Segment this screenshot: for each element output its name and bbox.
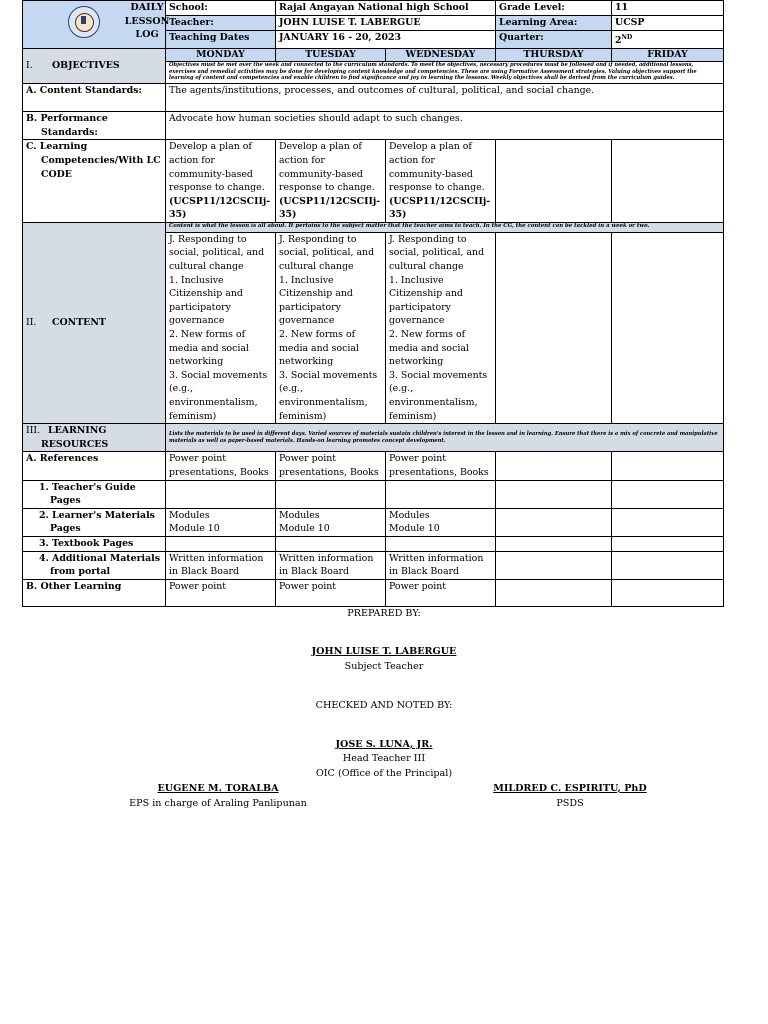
content-standards-label: A. Content Standards: bbox=[23, 84, 166, 112]
checked-by-office: OIC (Office of the Principal) bbox=[315, 768, 453, 779]
references-tuesday: Power point presentations, Books bbox=[276, 452, 386, 480]
learners-materials-wednesday: Modules Module 10 bbox=[386, 508, 496, 536]
prepared-by-name: JOHN LUISE T. LABERGUE bbox=[311, 646, 457, 657]
day-tuesday: TUESDAY bbox=[276, 49, 386, 62]
teacher-value: JOHN LUISE T. LABERGUE bbox=[276, 16, 496, 31]
learning-area-value: UCSP bbox=[612, 16, 724, 31]
textbook-monday bbox=[166, 536, 276, 551]
other-resources-label: B. Other Learning bbox=[23, 579, 166, 606]
references-wednesday: Power point presentations, Books bbox=[386, 452, 496, 480]
competencies-label: C. Learning Competencies/With LC CODE bbox=[23, 140, 166, 223]
psds-title: PSDS bbox=[556, 798, 584, 809]
additional-wednesday: Written information in Black Board bbox=[386, 551, 496, 579]
checked-by-title: Head Teacher III bbox=[342, 753, 426, 764]
content-note: Content is what the lesson is all about. It pertains to the subject matter that the teacher aims to teach. In the CG, the content can be tackled in a week or two. bbox=[166, 222, 724, 232]
content-wednesday: J. Responding to social, political, and cultural change 1. Inclusive Citizenship and participatory governance 2. New forms of media and social networking 3. Social movements (e.g., environmentalism, feminism) bbox=[386, 232, 496, 423]
teaching-dates-value: JANUARY 16 - 20, 2023 bbox=[276, 31, 496, 49]
textbook-wednesday bbox=[386, 536, 496, 551]
performance-standards-label: B. Performance Standards: bbox=[23, 112, 166, 140]
day-monday: MONDAY bbox=[166, 49, 276, 62]
objectives-heading: I. OBJECTIVES bbox=[23, 49, 166, 84]
content-friday bbox=[612, 232, 724, 423]
learners-materials-tuesday: Modules Module 10 bbox=[276, 508, 386, 536]
additional-materials-label: 4. Additional Materials from portal bbox=[23, 551, 166, 579]
other-wednesday: Power point bbox=[386, 579, 496, 606]
prepared-by-title: Subject Teacher bbox=[344, 661, 424, 672]
additional-monday: Written information in Black Board bbox=[166, 551, 276, 579]
learning-area-label: Learning Area: bbox=[496, 16, 612, 31]
competency-wednesday: Develop a plan of action for community-based response to change. (UCSP11/12CSCIIj-35) bbox=[386, 140, 496, 223]
performance-standards-value: Advocate how human societies should adapt to such changes. bbox=[166, 112, 724, 140]
additional-friday bbox=[612, 551, 724, 579]
deped-seal-icon bbox=[68, 6, 100, 38]
content-thursday bbox=[496, 232, 612, 423]
day-thursday: THURSDAY bbox=[496, 49, 612, 62]
teachers-guide-label: 1. Teacher's Guide Pages bbox=[23, 480, 166, 508]
content-heading: II. CONTENT bbox=[23, 222, 166, 423]
additional-thursday bbox=[496, 551, 612, 579]
school-value: Rajal Angayan National high School bbox=[276, 1, 496, 16]
eps-title: EPS in charge of Araling Panlipunan bbox=[129, 798, 307, 809]
learners-materials-monday: Modules Module 10 bbox=[166, 508, 276, 536]
content-tuesday: J. Responding to social, political, and cultural change 1. Inclusive Citizenship and participatory governance 2. New forms of media and social networking 3. Social movements (e.g., environmentalism, feminism) bbox=[276, 232, 386, 423]
school-label: School: bbox=[166, 1, 276, 16]
resources-note: Lists the materials to be used in different days. Varied sources of materials sustain children's interest in the lesson and in learning. Ensure that there is a mix of concrete and manipulative materials as well as paper-based materials. Hands-on learning promotes concept development. bbox=[166, 424, 724, 452]
references-label: A. References bbox=[23, 452, 166, 480]
content-standards-value: The agents/institutions, processes, and outcomes of cultural, political, and social change. bbox=[166, 84, 724, 112]
checked-by-name: JOSE S. LUNA, JR. bbox=[335, 739, 433, 750]
grade-level-label: Grade Level: bbox=[496, 1, 612, 16]
textbook-tuesday bbox=[276, 536, 386, 551]
quarter-label: Quarter: bbox=[496, 31, 612, 49]
additional-tuesday: Written information in Black Board bbox=[276, 551, 386, 579]
teaching-dates-label: Teaching Dates bbox=[166, 31, 276, 49]
textbook-friday bbox=[612, 536, 724, 551]
checked-noted-label: CHECKED AND NOTED BY: bbox=[315, 700, 453, 711]
objectives-note: Objectives must be met over the week and connected to the curriculum standards. To meet the objectives, necessary procedures must be followed and if needed, additional lessons, exercises and remedial activities may be done for developing content knowledge and competencies. These are using Formative Assessment strategies. Valuing objectives support the learning of content and competencies and enable children to find significance and joy in learning the lessons. Weekly objectives shall be derived from the curriculum guides. bbox=[166, 62, 724, 84]
references-friday bbox=[612, 452, 724, 480]
other-thursday bbox=[496, 579, 612, 606]
competency-thursday bbox=[496, 140, 612, 223]
grade-level-value: 11 bbox=[612, 1, 724, 16]
references-thursday bbox=[496, 452, 612, 480]
learning-resources-heading: III. LEARNING RESOURCES bbox=[23, 424, 166, 452]
learners-materials-thursday bbox=[496, 508, 612, 536]
competency-monday: Develop a plan of action for community-based response to change. (UCSP11/12CSCIIj-35) bbox=[166, 140, 276, 223]
daily-lesson-log-table bbox=[22, 0, 724, 607]
teacher-label: Teacher: bbox=[166, 16, 276, 31]
learners-materials-friday bbox=[612, 508, 724, 536]
content-monday: J. Responding to social, political, and cultural change 1. Inclusive Citizenship and participatory governance 2. New forms of media and social networking 3. Social movements (e.g., environmentalism, feminism) bbox=[166, 232, 276, 423]
teachers-guide-wednesday bbox=[386, 480, 496, 508]
quarter-value: 2ND bbox=[612, 31, 724, 49]
competency-tuesday: Develop a plan of action for community-based response to change. (UCSP11/12CSCIIj-35) bbox=[276, 140, 386, 223]
dll-title: DAILY LESSON LOG bbox=[124, 2, 170, 40]
other-friday bbox=[612, 579, 724, 606]
teachers-guide-friday bbox=[612, 480, 724, 508]
prepared-by-label: PREPARED BY: bbox=[347, 608, 421, 619]
day-wednesday: WEDNESDAY bbox=[386, 49, 496, 62]
textbook-thursday bbox=[496, 536, 612, 551]
other-monday: Power point bbox=[166, 579, 276, 606]
day-friday: FRIDAY bbox=[612, 49, 724, 62]
teachers-guide-monday bbox=[166, 480, 276, 508]
competency-friday bbox=[612, 140, 724, 223]
teachers-guide-tuesday bbox=[276, 480, 386, 508]
textbook-pages-label: 3. Textbook Pages bbox=[23, 536, 166, 551]
learners-materials-label: 2. Learner's Materials Pages bbox=[23, 508, 166, 536]
psds-name: MILDRED C. ESPIRITU, PhD bbox=[493, 783, 647, 794]
teachers-guide-thursday bbox=[496, 480, 612, 508]
other-tuesday: Power point bbox=[276, 579, 386, 606]
dll-title-cell bbox=[23, 1, 170, 49]
eps-name: EUGENE M. TORALBA bbox=[157, 783, 279, 794]
references-monday: Power point presentations, Books bbox=[166, 452, 276, 480]
